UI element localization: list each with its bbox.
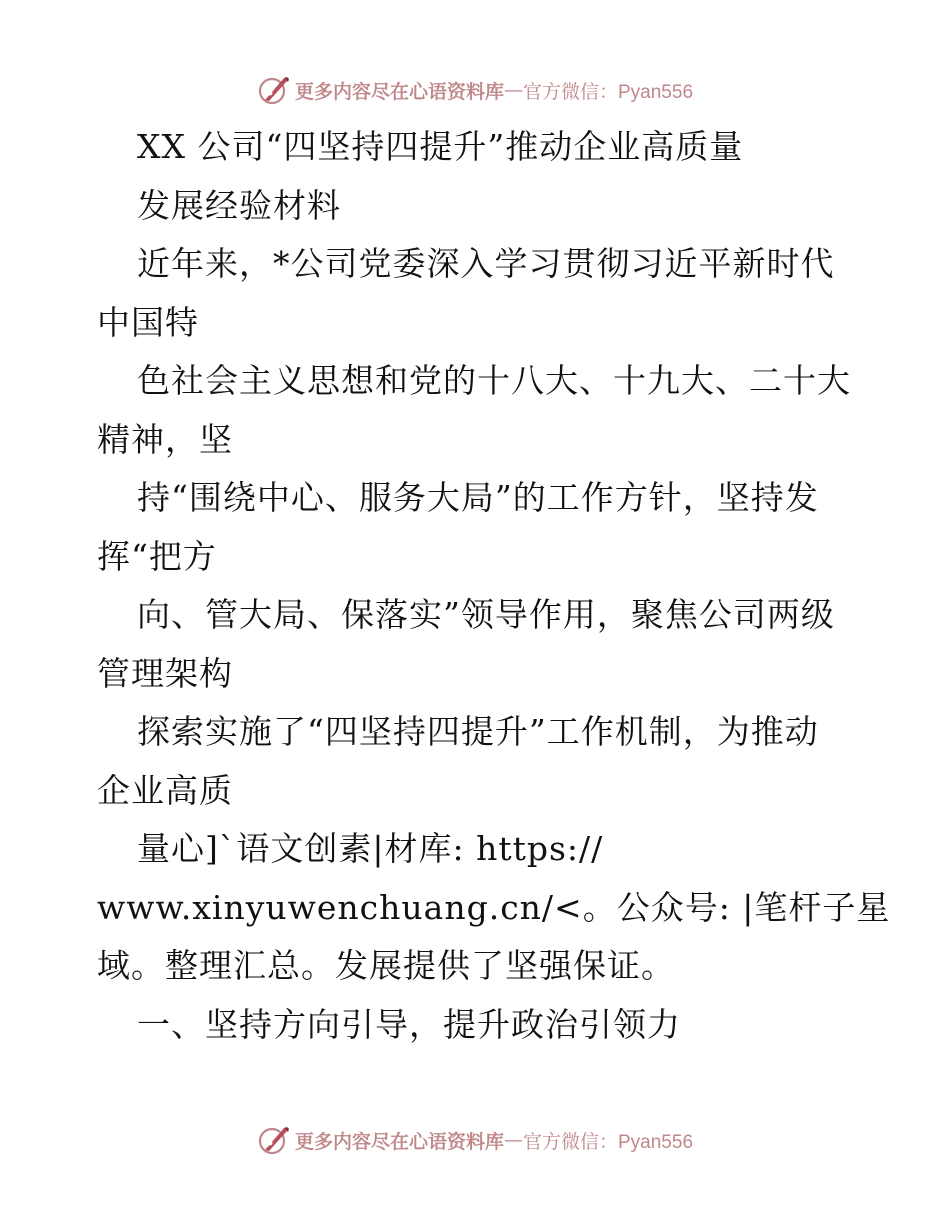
document-body [97, 118, 891, 1054]
body-line: www.xinyuwenchuang.cn/<。公众号: |笔杆子星 [97, 887, 891, 927]
section-heading: 一、坚持方向引导，提升政治引领力 [137, 1004, 681, 1044]
footer-brand-text: 更多内容尽在心语资料库 [294, 1130, 504, 1153]
body-line: 持“围绕中心、服务大局”的工作方针，坚持发 [137, 478, 819, 517]
title-line-2: 发展经验材料 [137, 185, 341, 225]
footer-separator: — [504, 1129, 523, 1151]
body-line: 域。整理汇总。发展提供了坚强保证。 [97, 946, 675, 985]
body-line: 管理架构 [97, 653, 233, 693]
body-line: 中国特 [97, 302, 199, 342]
header-separator: — [504, 79, 523, 101]
title-line-1: XX 公司“四坚持四提升”推动企业高质量 [137, 127, 744, 166]
feather-pen-logo-icon [257, 1123, 291, 1157]
header-watermark-banner [0, 70, 950, 110]
body-line: 挥“把方 [97, 536, 217, 576]
feather-pen-logo-icon [257, 73, 291, 107]
body-line: 量心]`语文创素|材库: https:// [137, 829, 604, 868]
body-line: 色社会主义思想和党的十八大、十九大、二十大 [137, 361, 851, 400]
body-line: 近年来，*公司党委深入学习贯彻习近平新时代 [137, 244, 835, 283]
header-brand-text: 更多内容尽在心语资料库 [294, 80, 504, 103]
footer-watermark-banner [0, 1120, 950, 1160]
body-line: 探索实施了“四坚持四提升”工作机制，为推动 [137, 712, 819, 751]
header-contact-text: 官方微信：Pyan556 [523, 81, 694, 103]
footer-contact-text: 官方微信：Pyan556 [523, 1131, 694, 1153]
body-line: 企业高质 [97, 770, 233, 810]
body-line: 精神，坚 [97, 419, 233, 459]
body-line: 向、管大局、保落实”领导作用，聚焦公司两级 [137, 595, 835, 634]
